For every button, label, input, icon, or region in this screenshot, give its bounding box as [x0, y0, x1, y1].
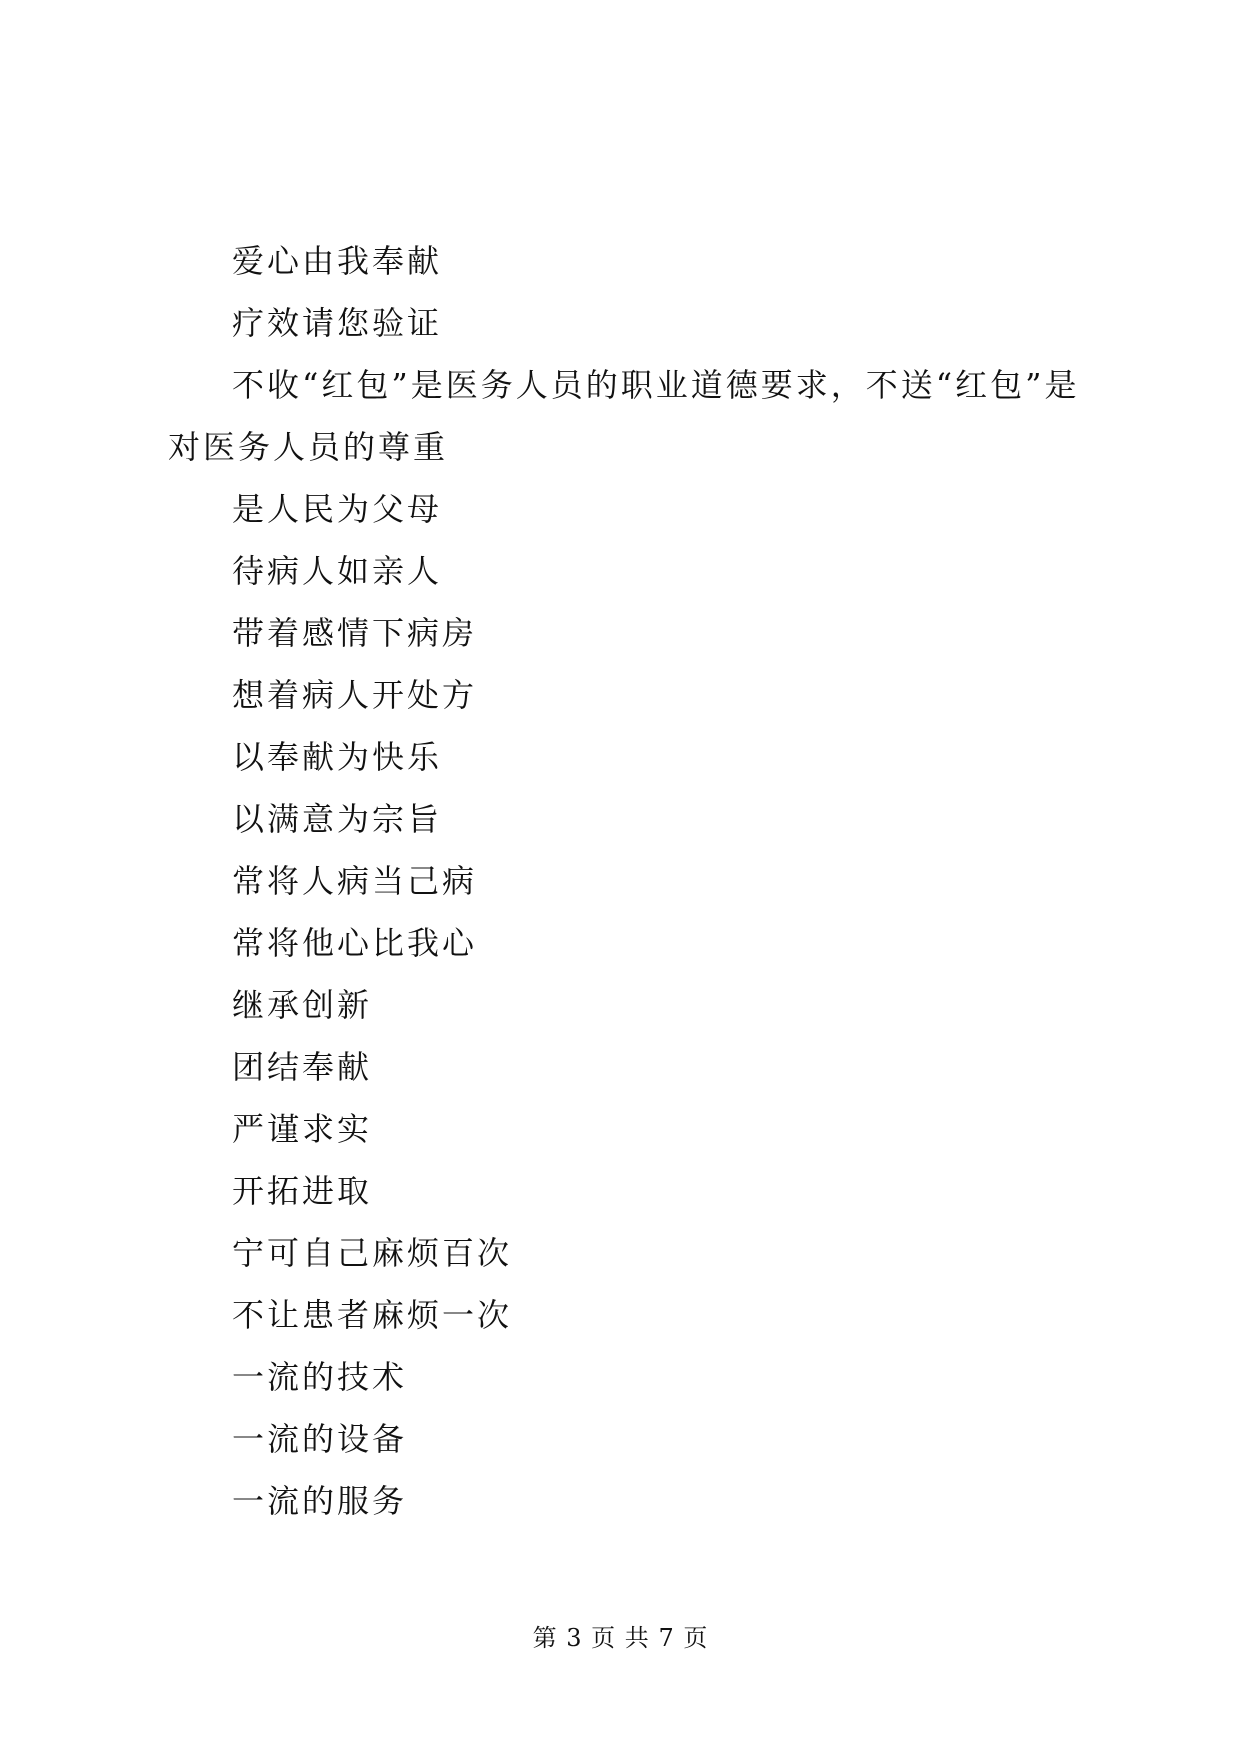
text-line: 一流的技术: [232, 1358, 408, 1396]
text-line: 带着感情下病房: [232, 614, 478, 652]
text-line: 一流的服务: [232, 1482, 408, 1520]
text-line: 宁可自己麻烦百次: [232, 1234, 513, 1272]
text-line: 开拓进取: [232, 1172, 373, 1210]
text-line: 严谨求实: [232, 1110, 373, 1148]
text-line: 待病人如亲人: [232, 552, 443, 590]
text-line: 常将他心比我心: [232, 924, 478, 962]
text-line: 继承创新: [232, 986, 373, 1024]
text-line: 不收“红包”是医务人员的职业道德要求，不送“红包”是: [232, 366, 1080, 404]
text-line: 不让患者麻烦一次: [232, 1296, 513, 1334]
text-line: 是人民为父母: [232, 490, 443, 528]
text-line: 以奉献为快乐: [232, 738, 443, 776]
text-line: 爱心由我奉献: [232, 242, 443, 280]
text-line: 常将人病当己病: [232, 862, 478, 900]
text-line: 疗效请您验证: [232, 304, 443, 342]
text-line: 想着病人开处方: [232, 676, 478, 714]
text-line: 一流的设备: [232, 1420, 408, 1458]
text-line: 以满意为宗旨: [232, 800, 443, 838]
page-number-footer: 第 3 页 共 7 页: [532, 1624, 709, 1652]
text-line: 团结奉献: [232, 1048, 373, 1086]
document-body: [168, 230, 1098, 1532]
text-line-continuation: 对医务人员的尊重: [168, 428, 449, 466]
